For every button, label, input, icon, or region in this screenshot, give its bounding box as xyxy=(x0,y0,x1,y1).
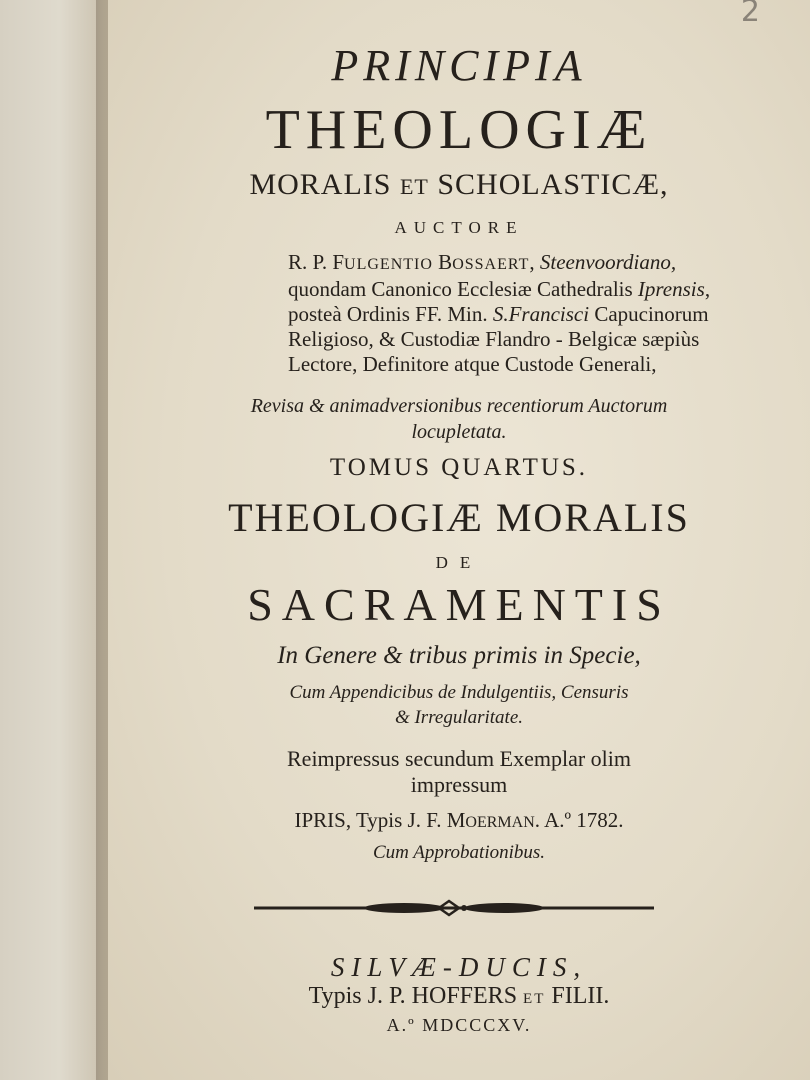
original-imprint xyxy=(108,808,810,833)
reimpressus-line-1: Reimpressus secundum Exemplar olim xyxy=(287,746,631,771)
author-line-2-text: quondam Canonico Ecclesiæ Cathedralis xyxy=(288,277,638,301)
pencil-page-number: 2 xyxy=(740,0,760,29)
subtitle-theologiae-moralis: THEOLOGIÆ MORALIS xyxy=(228,495,690,540)
author-block xyxy=(288,250,710,377)
place-of-printing: SILVÆ-DUCIS, xyxy=(330,952,588,982)
imprint-printer: OERMAN xyxy=(465,814,535,831)
ornament-dot-right xyxy=(461,905,467,911)
approbation-note: Cum Approbationibus. xyxy=(372,842,546,863)
author-line-2-end: , xyxy=(704,277,711,301)
appendix-note xyxy=(108,680,810,730)
title-scholasticae: SCHOLASTICÆ, xyxy=(437,168,669,201)
author-line-3-end: Capucinorum xyxy=(589,302,709,326)
author-separator: , xyxy=(529,250,540,274)
author-line-5: Lectore, Definitore atque Custode Generali, xyxy=(288,352,657,376)
author-initial: R. P. F xyxy=(288,250,345,274)
title-page xyxy=(108,0,810,1080)
revisa-note xyxy=(108,393,810,445)
auctore-label: AUCTORE xyxy=(394,218,524,237)
printer-name: Typis J. P. HOFFERS xyxy=(308,983,524,1009)
revisa-line-1: Revisa & animadversionibus recentiorum Auctorum xyxy=(250,395,668,417)
author-line-4: Religioso, & Custodiæ Flandro - Belgicæ sæpiùs xyxy=(288,327,700,351)
author-line-1 xyxy=(288,250,710,277)
title-moralis: MORALIS xyxy=(249,168,392,201)
title-et: ET xyxy=(399,174,429,199)
ornament-right-swell xyxy=(464,903,544,913)
imprint-year: . A.º 1782. xyxy=(534,808,624,832)
appendix-line-2: & Irregularitate. xyxy=(394,707,524,728)
facing-page xyxy=(0,0,108,1080)
author-line-3 xyxy=(288,302,710,327)
subtitle-sacramentis: SACRAMENTIS xyxy=(247,579,671,630)
printer-ornament-rule xyxy=(254,893,654,923)
author-surname-initial: B xyxy=(432,250,453,274)
subtitle-in-genere: In Genere & tribus primis in Specie, xyxy=(277,642,641,669)
author-line-2 xyxy=(288,277,710,302)
publication-year: A.º MDCCCXV. xyxy=(386,1015,532,1035)
author-line-3-text: posteà Ordinis FF. Min. xyxy=(288,302,493,326)
appendix-line-1: Cum Appendicibus de Indulgentiis, Censuris xyxy=(289,682,629,703)
printer-filii: FILII. xyxy=(545,983,610,1009)
printer-line xyxy=(108,983,810,1010)
printer-et: ET xyxy=(523,991,546,1007)
volume-number: TOMUS QUARTUS. xyxy=(329,454,589,481)
author-line-3-italic: S.Francisci xyxy=(492,302,590,326)
author-surname: OSSAERT xyxy=(452,256,530,273)
ornament-dot-left xyxy=(431,905,437,911)
author-line-2-italic: Iprensis xyxy=(637,277,705,301)
title-principia: PRINCIPIA xyxy=(331,41,587,90)
author-origin: Steenvoordiano, xyxy=(539,250,677,274)
author-firstname: ULGENTIO xyxy=(344,256,433,273)
title-theologiae: THEOLOGIÆ xyxy=(265,99,653,161)
imprint-text: IPRIS, Typis J. F. M xyxy=(294,808,466,832)
reimpressus-note xyxy=(108,746,810,798)
revisa-line-2: locupletata. xyxy=(411,421,507,443)
subtitle-de: DE xyxy=(435,553,483,572)
title-moralis-scholasticae xyxy=(108,168,810,202)
reimpressus-line-2: impressum xyxy=(410,772,508,797)
